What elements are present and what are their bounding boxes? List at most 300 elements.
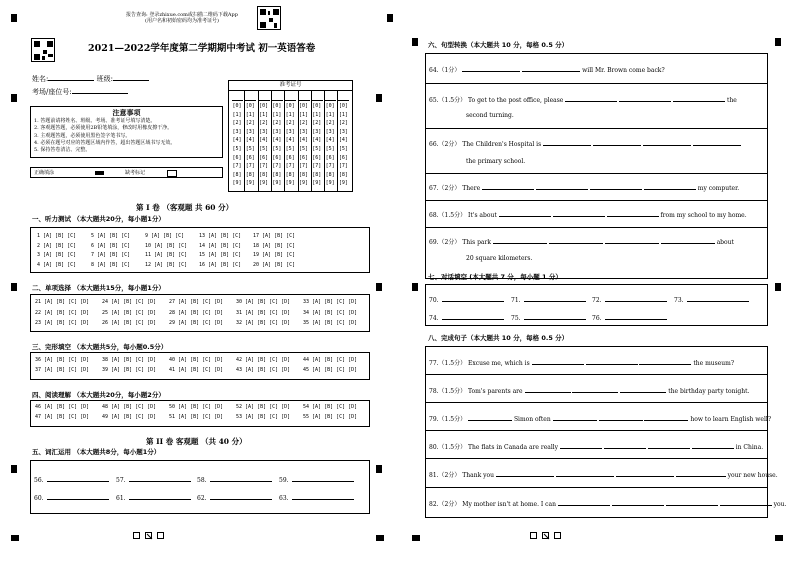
answer-bubble-group[interactable]: 9 [A] [B] [C] [145,233,185,239]
alignment-mark [412,283,418,291]
dialogue-answer-field[interactable] [511,294,586,304]
id-digit-bubble[interactable]: [1] [338,111,348,118]
id-digit-bubble[interactable]: [8] [259,171,269,178]
id-digit-bubble[interactable]: [0] [298,103,309,109]
q80-tail: in China. [735,444,764,451]
vocab-answer-field[interactable] [197,492,272,502]
answer-bubble-group[interactable]: 13 [A] [B] [C] [199,233,242,239]
id-digit-bubble[interactable]: [1] [298,111,309,118]
id-digit-column[interactable] [337,102,349,188]
q82-lead: My mother isn't at home. I can [462,501,556,508]
id-digit-bubble[interactable]: [3] [285,128,295,135]
id-digit-bubble[interactable]: [0] [259,103,269,109]
answer-bubble-group[interactable]: 52 [A] [B] [C] [D] [236,404,291,410]
id-digit-bubble[interactable]: [7] [272,163,282,170]
vocab-title: 五、词汇运用 （本大题共8分，每小题1分） [32,448,161,456]
id-digit-column[interactable] [284,102,296,188]
q66-line2: the primary school. [466,158,526,165]
id-digit-bubble[interactable]: [1] [325,111,335,118]
alignment-mark [376,535,384,541]
id-digit-bubble[interactable]: [2] [259,120,269,127]
id-digit-bubble[interactable]: [3] [272,128,282,135]
q68-tail: from my school to my home. [660,212,747,219]
id-digit-write-box[interactable] [325,90,336,101]
q67-lead: There [462,185,481,192]
id-digit-bubble[interactable]: [1] [272,111,282,118]
id-digit-bubble[interactable]: [9] [259,180,269,187]
id-digit-bubble[interactable]: [4] [325,137,335,144]
q69-line2: 20 square kilometers. [466,255,533,262]
answer-bubble-group[interactable]: 40 [A] [B] [C] [D] [169,357,224,363]
id-digit-bubble[interactable]: [6] [338,154,348,161]
notice-item: 2. 客观题答题，必须使用2B铅笔填涂，修改时用橡皮擦干净。 [34,125,173,132]
id-digit-bubble[interactable]: [6] [272,154,282,161]
q80-lead: The flats in Canada are really [468,444,559,451]
answer-bubble-group[interactable]: 6 [A] [B] [C] [91,242,131,249]
id-digit-bubble[interactable]: [1] [245,111,255,118]
answer-bubble-group[interactable]: 45 [A] [B] [C] [D] [303,367,358,373]
q78-num: 78.（1.5分） [429,388,467,395]
dialogue-question-number: 72. [592,297,602,304]
dialogue-answer-field[interactable] [511,312,586,322]
dialogue-answer-field[interactable] [429,294,504,304]
id-digit-bubble[interactable]: [9] [325,180,335,187]
alignment-mark [412,38,418,46]
question-80[interactable] [429,441,763,451]
answer-bubble-group[interactable]: 27 [A] [B] [C] [D] [169,299,224,305]
answer-bubble-group[interactable]: 25 [A] [B] [C] [D] [102,309,157,316]
id-digit-column[interactable] [324,102,336,188]
id-digit-bubble[interactable]: [5] [232,145,242,152]
id-digit-bubble[interactable]: [9] [298,180,309,187]
id-digit-bubble[interactable]: [2] [272,120,282,127]
id-digit-bubble[interactable]: [3] [259,128,269,135]
answer-bubble-group[interactable]: 37 [A] [B] [C] [D] [35,367,90,373]
alignment-mark [376,465,382,473]
id-digit-bubble[interactable]: [5] [325,145,335,152]
q69-lead: This park [462,239,491,246]
id-digit-write-box[interactable] [338,90,349,101]
seat-field[interactable] [32,86,128,97]
answer-bubble-group[interactable]: 31 [A] [B] [C] [D] [236,309,291,316]
alignment-mark [387,14,393,22]
dialogue-question-number: 70. [429,297,439,304]
answer-bubble-group[interactable]: 1 [A] [B] [C] [37,233,77,239]
q69-tail: about [716,239,734,246]
dialogue-answer-field[interactable] [429,312,504,322]
id-digit-bubble[interactable]: [9] [338,180,348,187]
id-digit-bubble[interactable]: [8] [272,171,282,178]
answer-bubble-group[interactable]: 48 [A] [B] [C] [D] [102,404,157,410]
vocab-question-number: 58. [197,477,207,484]
exam-id-grid[interactable] [229,90,352,191]
id-digit-bubble[interactable]: [4] [259,137,269,144]
id-digit-bubble[interactable]: [5] [272,145,282,152]
sentence-transform-box [425,53,768,279]
question-68[interactable] [429,209,747,219]
listening-box [30,227,370,273]
id-digit-bubble[interactable]: [9] [272,180,282,187]
question-64[interactable] [429,64,665,74]
id-digit-write-box[interactable] [232,90,243,101]
single-choice-box [30,294,370,332]
answer-bubble-group[interactable]: 8 [A] [B] [C] [91,261,131,268]
answer-bubble-group[interactable]: 47 [A] [B] [C] [D] [35,414,90,420]
q68-num: 68.（1.5分） [429,212,467,219]
q65-line2: second turning. [466,112,514,119]
answer-bubble-group[interactable]: 32 [A] [B] [C] [D] [236,320,291,326]
q82-num: 82.（2分） [429,501,461,508]
dialogue-title: 七、对话填空 (本大题共 7 分，每小题 1 分） [428,273,562,281]
id-digit-bubble[interactable]: [7] [325,163,335,170]
id-digit-bubble[interactable]: [6] [298,154,309,161]
id-digit-bubble[interactable]: [1] [232,111,242,118]
id-digit-bubble[interactable]: [4] [272,137,282,144]
answer-bubble-group[interactable]: 26 [A] [B] [C] [D] [102,320,157,326]
answer-bubble-group[interactable]: 17 [A] [B] [C] [253,233,296,239]
answer-bubble-group[interactable]: 22 [A] [B] [C] [D] [35,309,90,316]
vocab-box [30,460,370,514]
id-digit-bubble[interactable]: [7] [232,163,242,170]
answer-bubble-group[interactable]: 33 [A] [B] [C] [D] [303,299,358,305]
answer-bubble-group[interactable]: 21 [A] [B] [C] [D] [35,299,90,305]
reading-title: 四、阅读理解 （本大题共20分，每小题2分） [32,391,165,399]
page-marker [530,532,537,539]
id-digit-bubble[interactable]: [0] [245,103,255,109]
q66-num: 66.（2分） [429,141,461,148]
answer-bubble-group[interactable]: 15 [A] [B] [C] [199,252,242,258]
question-67[interactable] [429,182,739,192]
id-digit-column[interactable] [231,102,243,188]
alignment-mark [412,535,420,541]
name-field[interactable] [32,73,149,84]
answer-bubble-group[interactable]: 51 [A] [B] [C] [D] [169,414,224,420]
exam-title: 2021—2022学年度第二学期期中考试 初一英语答卷 [88,43,316,54]
question-82[interactable] [429,498,786,508]
answer-bubble-group[interactable]: 53 [A] [B] [C] [D] [236,414,291,420]
id-digit-bubble[interactable]: [3] [298,128,309,135]
id-digit-bubble[interactable]: [3] [325,128,335,135]
notice-item: 3. 主观题答题，必须使用黑色签字笔书写。 [34,132,131,139]
dialogue-question-number: 71. [511,297,521,304]
id-digit-bubble[interactable]: [0] [338,103,348,109]
question-69[interactable] [429,236,734,246]
id-digit-bubble[interactable]: [8] [285,171,295,178]
question-65[interactable] [429,94,737,104]
page-marker [157,532,164,539]
alignment-mark [11,14,17,22]
student-qr-code [31,38,55,62]
dialogue-answer-field[interactable] [592,312,667,322]
missing-mark-box[interactable] [167,170,177,177]
id-digit-column[interactable] [271,102,283,188]
dialogue-question-number: 75. [511,315,521,322]
id-digit-bubble[interactable]: [5] [285,145,295,152]
answer-bubble-group[interactable]: 11 [A] [B] [C] [145,252,188,258]
id-digit-bubble[interactable]: [4] [232,137,242,144]
q81-num: 81.（2分） [429,472,461,479]
question-79[interactable] [429,413,771,423]
answer-bubble-group[interactable]: 29 [A] [B] [C] [D] [169,320,224,326]
answer-bubble-group[interactable]: 49 [A] [B] [C] [D] [102,414,157,420]
page-marker [145,532,152,539]
id-digit-bubble[interactable]: [3] [312,128,322,135]
id-digit-write-box[interactable] [245,90,256,101]
answer-bubble-group[interactable]: 23 [A] [B] [C] [D] [35,320,90,326]
q80-num: 80.（1.5分） [429,444,467,451]
answer-bubble-group[interactable]: 34 [A] [B] [C] [D] [303,309,358,316]
id-digit-bubble[interactable]: [6] [325,154,335,161]
q78-tail: the birthday party tonight. [668,388,750,395]
answer-bubble-group[interactable]: 24 [A] [B] [C] [D] [102,299,157,305]
q79-mid: Simon often [513,416,551,423]
fill-legend [30,167,223,178]
id-digit-bubble[interactable]: [2] [298,120,309,127]
answer-bubble-group[interactable]: 38 [A] [B] [C] [D] [102,357,157,363]
download-note-line2: (用户名和初始密码均为准考证号) [145,18,219,24]
alignment-mark [11,535,19,541]
id-digit-column[interactable] [258,102,270,188]
id-digit-bubble[interactable]: [6] [285,154,295,161]
answer-bubble-group[interactable]: 35 [A] [B] [C] [D] [303,320,358,326]
q67-num: 67.（2分） [429,185,461,192]
alignment-mark [775,283,781,291]
id-digit-bubble[interactable]: [2] [285,120,295,127]
q82-tail: you. [773,501,787,508]
answer-bubble-group[interactable]: 36 [A] [B] [C] [D] [35,357,90,363]
id-digit-bubble[interactable]: [4] [245,137,255,144]
q65-num: 65.（1.5分） [429,97,467,104]
id-digit-bubble[interactable]: [6] [232,154,242,161]
id-digit-bubble[interactable]: [7] [245,163,255,170]
vocab-question-number: 57. [116,477,126,484]
id-digit-write-box[interactable] [272,90,283,101]
sentence-transform-title: 六、句型转换（本大题共 10 分，每格 0.5 分） [428,41,569,49]
notice-item: 1. 答题前请将姓名、班级、考场、准考证号填写清楚。 [34,118,156,124]
question-77[interactable] [429,357,734,367]
answer-bubble-group[interactable]: 30 [A] [B] [C] [D] [236,299,291,305]
id-digit-bubble[interactable]: [5] [312,145,322,152]
notice-item: 5. 保持答卷清洁、完整。 [34,147,91,153]
id-digit-bubble[interactable]: [6] [245,154,255,161]
vocab-question-number: 61. [116,495,126,502]
id-digit-bubble[interactable]: [0] [272,103,282,109]
answer-bubble-group[interactable]: 14 [A] [B] [C] [199,242,242,249]
listening-title: 一、听力测试 （本大题共20分，每小题1分） [32,215,165,223]
vocab-answer-field[interactable] [116,474,191,484]
missing-mark-label: 缺考标记 [125,170,146,176]
alignment-mark [11,465,17,473]
q65-lead: To get to the post office, please [468,97,564,104]
id-digit-write-box[interactable] [285,90,296,101]
id-digit-bubble[interactable]: [2] [232,120,242,127]
name-label: 姓名: [32,75,49,83]
answer-bubble-group[interactable]: 20 [A] [B] [C] [253,261,296,268]
q78-lead: Tom's parents are [468,388,523,395]
id-digit-bubble[interactable]: [1] [312,111,322,118]
id-digit-bubble[interactable]: [0] [325,103,335,109]
id-digit-bubble[interactable]: [5] [259,145,269,152]
id-digit-bubble[interactable]: [1] [285,111,295,118]
answer-bubble-group[interactable]: 41 [A] [B] [C] [D] [169,367,224,373]
answer-bubble-group[interactable]: 39 [A] [B] [C] [D] [102,367,157,373]
answer-bubble-group[interactable]: 10 [A] [B] [C] [145,242,188,249]
id-digit-bubble[interactable]: [9] [232,180,242,187]
question-66[interactable] [429,138,741,148]
single-choice-title: 二、单项选择 （本大题共15分，每小题1分） [32,284,165,292]
id-digit-bubble[interactable]: [7] [285,163,295,170]
answer-bubble-group[interactable]: 28 [A] [B] [C] [D] [169,309,224,316]
id-digit-bubble[interactable]: [8] [338,171,348,178]
q65-tail: the [727,97,737,104]
part2-title: 第 II 卷 客观题 （共 40 分） [146,437,247,446]
vocab-question-number: 62. [197,495,207,502]
page-marker [554,532,561,539]
part1-title: 第 I 卷 （客观题 共 60 分） [136,203,234,212]
alignment-mark [775,38,781,46]
id-digit-bubble[interactable]: [4] [312,137,322,144]
vocab-answer-field[interactable] [116,492,191,502]
alignment-mark [11,94,17,102]
q69-num: 69.（2分） [429,239,461,246]
answer-bubble-group[interactable]: 42 [A] [B] [C] [D] [236,357,291,363]
notice-box [30,106,223,158]
notice-title: 注意事项 [112,108,141,117]
vocab-question-number: 63. [279,495,289,502]
seat-label: 考场/座位号: [32,88,72,96]
id-digit-bubble[interactable]: [5] [338,145,348,152]
id-digit-bubble[interactable]: [5] [245,145,255,152]
download-note [108,12,256,24]
answer-bubble-group[interactable]: 46 [A] [B] [C] [D] [35,404,90,410]
id-digit-bubble[interactable]: [9] [312,180,322,187]
dialogue-answer-field[interactable] [592,294,667,304]
answer-bubble-group[interactable]: 2 [A] [B] [C] [37,242,77,249]
vocab-question-number: 56. [34,477,44,484]
id-digit-bubble[interactable]: [0] [232,103,242,109]
id-digit-bubble[interactable]: [8] [232,171,242,178]
id-digit-bubble[interactable]: [6] [312,154,322,161]
id-digit-bubble[interactable]: [3] [245,128,255,135]
vocab-answer-field[interactable] [279,492,354,502]
dialogue-answer-field[interactable] [674,294,749,304]
id-digit-bubble[interactable]: [1] [259,111,269,118]
answer-bubble-group[interactable]: 16 [A] [B] [C] [199,261,242,268]
q67-tail: my computer. [697,185,740,192]
id-digit-bubble[interactable]: [8] [325,171,335,178]
q79-num: 79.（1.5分） [429,416,467,423]
question-81[interactable] [429,469,778,479]
answer-bubble-group[interactable]: 3 [A] [B] [C] [37,252,77,258]
q68-lead: It's about [468,212,497,219]
download-note-line1: 报告查询: 登录zhixue.com或扫描二维码下载App [126,12,238,18]
correct-fill-sample [95,171,104,175]
id-digit-bubble[interactable]: [0] [312,103,322,109]
id-digit-bubble[interactable]: [9] [285,180,295,187]
id-digit-bubble[interactable]: [6] [259,154,269,161]
id-digit-bubble[interactable]: [9] [245,180,255,187]
id-digit-write-box[interactable] [312,90,323,101]
id-digit-bubble[interactable]: [3] [338,128,348,135]
id-digit-bubble[interactable]: [2] [325,120,335,127]
id-digit-column[interactable] [311,102,323,188]
vocab-answer-field[interactable] [197,474,272,484]
cloze-title: 三、完形填空 （本大题共5分，每小题0.5分） [32,343,168,351]
alignment-mark [376,283,382,291]
id-digit-column[interactable] [244,102,256,188]
answer-bubble-group[interactable]: 55 [A] [B] [C] [D] [303,414,358,420]
answer-bubble-group[interactable]: 5 [A] [B] [C] [91,233,131,239]
dialogue-question-number: 74. [429,315,439,322]
answer-bubble-group[interactable]: 43 [A] [B] [C] [D] [236,367,291,373]
id-digit-bubble[interactable]: [7] [298,163,309,170]
alignment-mark [11,283,17,291]
answer-bubble-group[interactable]: 7 [A] [B] [C] [91,252,131,258]
id-digit-column[interactable] [298,102,310,188]
id-digit-bubble[interactable]: [7] [338,163,348,170]
question-78[interactable] [429,385,749,395]
answer-bubble-group[interactable]: 4 [A] [B] [C] [37,261,77,268]
vocab-answer-field[interactable] [279,474,354,484]
vocab-answer-field[interactable] [34,474,109,484]
q77-tail: the museum? [693,360,735,367]
id-digit-bubble[interactable]: [4] [285,137,295,144]
answer-bubble-group[interactable]: 50 [A] [B] [C] [D] [169,404,224,410]
class-label: 班级: [96,75,113,83]
page-marker [542,532,549,539]
id-digit-bubble[interactable]: [8] [312,171,322,178]
correct-fill-label: 正确填涂 [34,170,55,176]
exam-id-box [228,80,353,192]
id-digit-write-box[interactable] [299,90,310,101]
id-digit-bubble[interactable]: [7] [259,163,269,170]
answer-bubble-group[interactable]: 19 [A] [B] [C] [253,252,296,258]
answer-bubble-group[interactable]: 54 [A] [B] [C] [D] [303,404,358,410]
q64-num: 64.（1分） [429,67,461,74]
id-digit-bubble[interactable]: [8] [298,171,309,178]
answer-bubble-group[interactable]: 44 [A] [B] [C] [D] [303,357,358,363]
cloze-box [30,352,370,380]
id-digit-bubble[interactable]: [4] [298,137,309,144]
download-qr-code[interactable] [257,6,281,30]
q66-lead: The Children's Hospital is [462,141,542,148]
q79-tail: how to learn English well? [690,416,772,423]
id-digit-bubble[interactable]: [5] [298,145,309,152]
id-digit-bubble[interactable]: [0] [285,103,295,109]
dialogue-box [425,284,768,326]
answer-bubble-group[interactable]: 18 [A] [B] [C] [253,242,296,249]
id-digit-write-box[interactable] [259,90,270,101]
id-digit-bubble[interactable]: [2] [312,120,322,127]
q64-tail: will Mr. Brown come back? [582,67,665,74]
id-digit-bubble[interactable]: [7] [312,163,322,170]
page-marker [133,532,140,539]
vocab-question-number: 59. [279,477,289,484]
alignment-mark [376,94,382,102]
reading-box [30,400,370,427]
id-digit-bubble[interactable]: [2] [245,120,255,127]
answer-bubble-group[interactable]: 12 [A] [B] [C] [145,261,188,268]
alignment-mark [775,535,783,541]
q77-num: 77.（1.5分） [429,360,467,367]
dialogue-question-number: 73. [674,297,684,304]
vocab-question-number: 60. [34,495,44,502]
id-digit-bubble[interactable]: [2] [338,120,348,127]
vocab-answer-field[interactable] [34,492,109,502]
id-digit-bubble[interactable]: [8] [245,171,255,178]
id-digit-bubble[interactable]: [4] [338,137,348,144]
id-digit-bubble[interactable]: [3] [232,128,242,135]
